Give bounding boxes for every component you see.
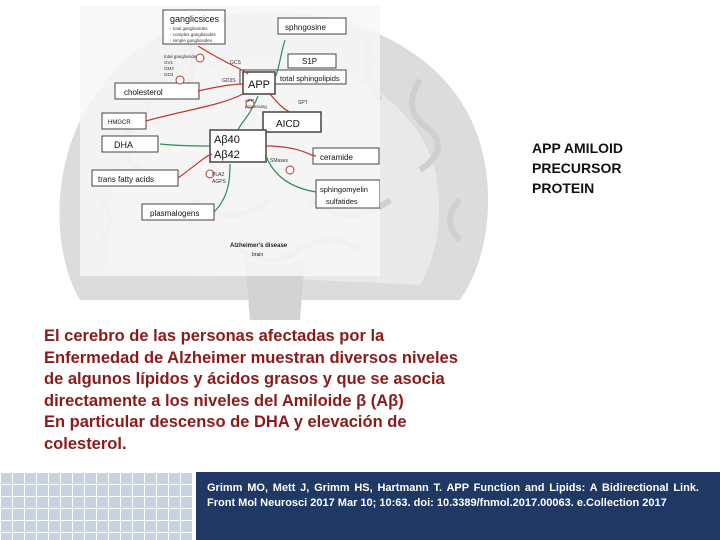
app-lipids-diagram bbox=[80, 6, 380, 276]
body-line: El cerebro de las personas afectadas por la bbox=[44, 327, 385, 345]
side-label-line: PROTEIN bbox=[532, 180, 595, 196]
diagram-footer-2: brain bbox=[252, 252, 264, 258]
enzyme-gd3s: GD3S bbox=[222, 78, 236, 84]
side-label-line: PRECURSOR bbox=[532, 160, 622, 176]
enzyme-agps: AGPS bbox=[212, 179, 226, 185]
diagram-footer-1: Alzheimer's disease bbox=[230, 243, 288, 249]
body-text bbox=[44, 326, 564, 455]
dha-label: DHA bbox=[114, 140, 134, 150]
enzyme-smases: SMases bbox=[270, 158, 289, 164]
body-line: Enfermedad de Alzheimer muestran diversos niveles bbox=[44, 348, 458, 367]
sphingosine-label: sphngosine bbox=[285, 23, 326, 32]
plasmalogens-label: plasmalogens bbox=[150, 209, 200, 218]
gangliosides-label: ganglicsices bbox=[170, 14, 220, 24]
gangliosides-sub-3: - simple gangliosides bbox=[170, 38, 213, 43]
s1p-label: S1P bbox=[302, 57, 318, 66]
ceramide-label: ceramide bbox=[320, 153, 353, 162]
enzyme-pla2: PLA2 bbox=[212, 172, 225, 178]
trans-fatty-acids-label: trans fatty acids bbox=[98, 175, 155, 184]
body-line: colesterol. bbox=[44, 434, 127, 453]
hmgcr-label: HMGCR bbox=[108, 120, 131, 126]
ganglio-list-4: GD3 bbox=[164, 72, 174, 77]
app-processing-2: processing bbox=[245, 104, 267, 109]
sulfatides-label: sulfatides bbox=[326, 197, 358, 206]
app-amiloid-label bbox=[532, 138, 692, 198]
app-label: APP bbox=[248, 79, 271, 91]
ganglio-list-1: total ganglioside bbox=[164, 54, 197, 59]
citation-text: Grimm MO, Mett J, Grimm HS, Hartmann T. APP Function and Lipids: A Bidirectional Link. Front Mol Neurosci 2017 Mar 10; 10:63. doi: 10.3389/fnmol.2017.00063. e.Collection 2017 bbox=[207, 482, 699, 509]
body-line: de algunos lípidos y ácidos grasos y que se asocia bbox=[44, 370, 445, 388]
ganglio-list-3: GM3 bbox=[164, 66, 174, 71]
side-label-line: APP AMILOID bbox=[532, 140, 624, 156]
cholesterol-label: cholesterol bbox=[124, 88, 163, 97]
sphingomyelin-label: sphingomyelin bbox=[320, 185, 368, 194]
body-line: directamente a los niveles del Amiloide β (Aβ) bbox=[44, 391, 404, 410]
enzyme-gcs: GCS bbox=[230, 60, 241, 66]
abeta42-label: Aβ42 bbox=[214, 149, 240, 161]
app-processing-1: APP bbox=[245, 98, 255, 103]
aicd-label: AICD bbox=[276, 119, 300, 130]
ganglio-list-2: GV1 bbox=[164, 60, 174, 65]
gangliosides-sub-2: - complex gangliosides bbox=[170, 32, 216, 37]
total-sphingolipids-label: total sphingolipids bbox=[280, 74, 340, 83]
gangliosides-sub-1: - total gangliosides bbox=[170, 26, 208, 31]
enzyme-spt: SPT bbox=[298, 100, 308, 106]
footer-grid-decoration bbox=[0, 472, 192, 540]
abeta40-label: Aβ40 bbox=[214, 134, 240, 146]
body-line: En particular descenso de DHA y elevación de bbox=[44, 413, 407, 431]
